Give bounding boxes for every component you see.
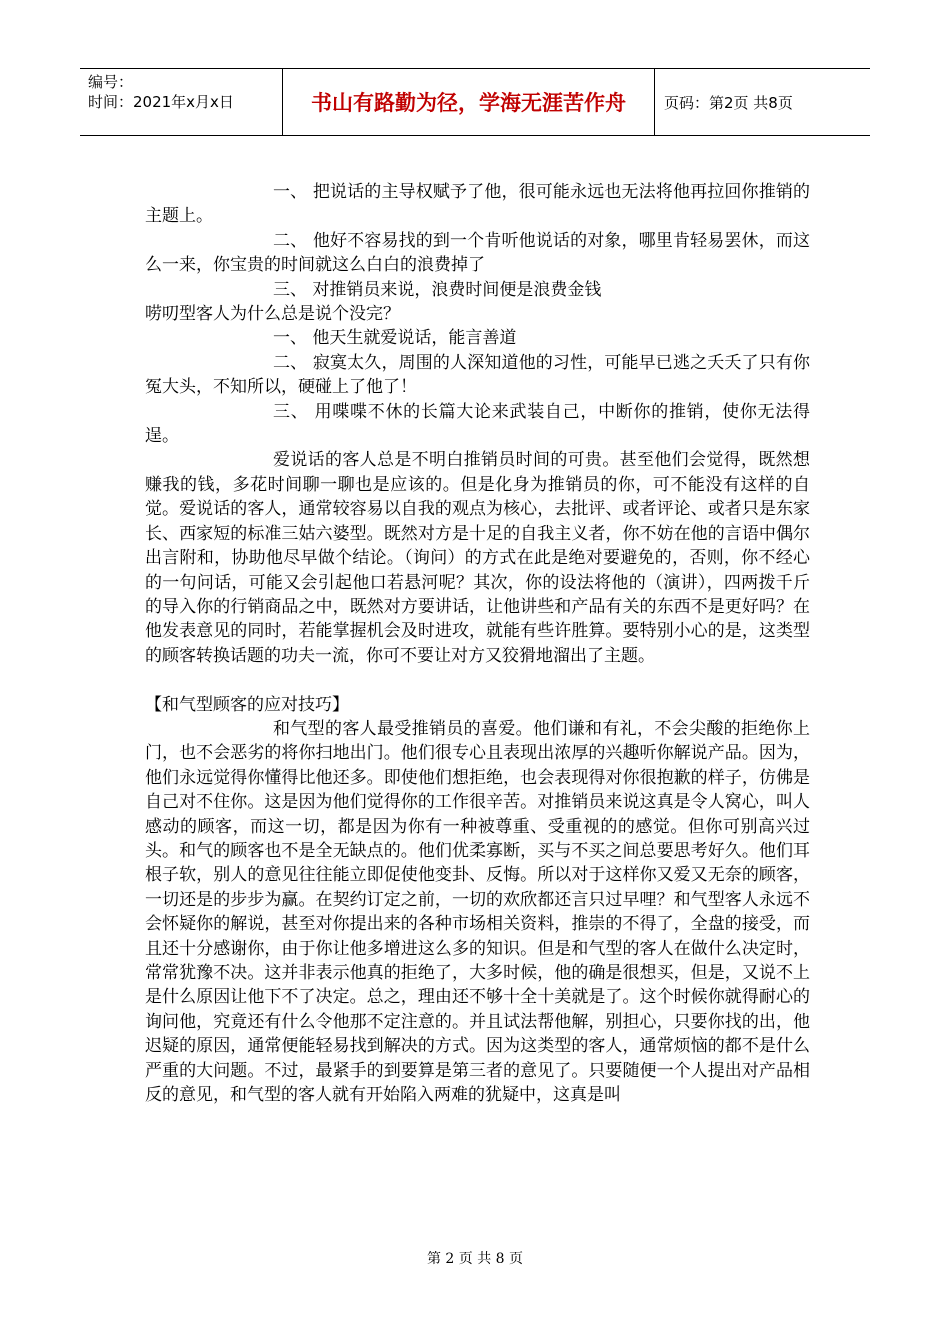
header-motto: 书山有路勤为径，学海无涯苦作舟 [283, 69, 655, 135]
paragraph: 二、 寂寞太久，周围的人深知道他的习性，可能早已逃之夭夭了只有你冤大头，不知所以，硬碰上了他了！ [145, 352, 810, 398]
header-meta [80, 69, 283, 135]
paragraph: 爱说话的客人总是不明白推销员时间的可贵。甚至他们会觉得，既然想赚我的钱，多花时间聊一聊也是应该的。但是化身为推销员的你，可不能没有这样的自觉。爱说话的客人，通常较容易以自我的观点为核心，去批评、或者评论、或者只是东家长、西家短的标准三姑六婆型。既然对方是十足的自我主义者，你不妨在他的言语中偶尔出言附和，协助他尽早做个结论。（询问）的方式在此是绝对要避免的，否则，你不经心的一句问话，可能又会引起他口若悬河呢？其次，你的设法将他的（演讲），四两拨千斤的导入你的行销商品之中，既然对方要讲话，让他讲些和产品有关的东西不是更好吗？在他发表意见的同时，若能掌握机会及时进攻，就能有些许胜算。要特别小心的是，这类型的顾客转换话题的功夫一流，你可不要让对方又狡猾地溜出了主题。 [145, 450, 810, 666]
document-date: 时间：2021年x月x日 [88, 93, 234, 111]
paragraph: 一、 把说话的主导权赋予了他，很可能永远也无法将他再拉回你推销的主题上。 [145, 182, 810, 227]
header-page-info: 页码：第2页 共8页 [664, 93, 793, 112]
document-body [145, 180, 810, 1107]
section-question: 唠叨型客人为什么总是说个没完？ [145, 304, 400, 325]
paragraph: 三、 用喋喋不休的长篇大论来武装自己，中断你的推销，使你无法得逞。 [145, 401, 810, 447]
page-footer: 第 2 页 共 8 页 [426, 1251, 524, 1267]
section-heading: 【和气型顾客的应对技巧】 [145, 694, 349, 715]
document-number-label: 编号： [88, 73, 134, 91]
spacer [145, 668, 810, 692]
paragraph: 一、 他天生就爱说话，能言善道 [273, 328, 517, 349]
paragraph: 二、 他好不容易找的到一个肯听他说话的对象，哪里肯轻易罢休，而这么一来，你宝贵的时间就这么白白的浪费掉了 [145, 230, 810, 276]
paragraph: 和气型的客人最受推销员的喜爱。他们谦和有礼，不会尖酸的拒绝你上门，也不会恶劣的将你扫地出门。他们很专心且表现出浓厚的兴趣听你解说产品。因为，他们永远觉得你懂得比他还多。即使他们想拒绝，也会表现得对你很抱歉的样子，仿佛是自己对不住你。这是因为他们觉得你的工作很辛苦。对推销员来说这真是令人窝心，叫人感动的顾客，而这一切，都是因为你有一种被尊重、受重视的的感觉。但你可别高兴过头。和气的顾客也不是全无缺点的。他们优柔寡断，买与不买之间总要思考好久。他们耳根子软，别人的意见往往能立即促使他变卦、反悔。所以对于这样你又爱又无奈的顾客，一切还是的步步为赢。在契约订定之前，一切的欢欣都还言只过早哩？和气型客人永远不会怀疑你的解说，甚至对你提出来的各种市场相关资料，推崇的不得了，全盘的接受，而且还十分感谢你，由于你让他多增进这么多的知识。但是和气型的客人在做什么决定时，常常犹豫不决。这并非表示他真的拒绝了，大多时候，他的确是很想买，但是，又说不上是什么原因让他下不了决定。总之，理由还不够十全十美就是了。这个时候你就得耐心的询问他，究竟还有什么令他那不定注意的。并且试法帮他解，别担心，只要你找的出，他迟疑的原因，通常便能轻易找到解决的方式。因为这类型的客人，通常烦恼的都不是什么严重的大问题。不过，最紧手的到要算是第三者的意见了。只要随便一个人提出对产品相反的意见，和气型的客人就有开始陷入两难的犹疑中，这真是叫 [145, 718, 810, 1106]
page-header [80, 68, 870, 136]
paragraph: 三、 对推销员来说，浪费时间便是浪费金钱 [273, 279, 602, 300]
